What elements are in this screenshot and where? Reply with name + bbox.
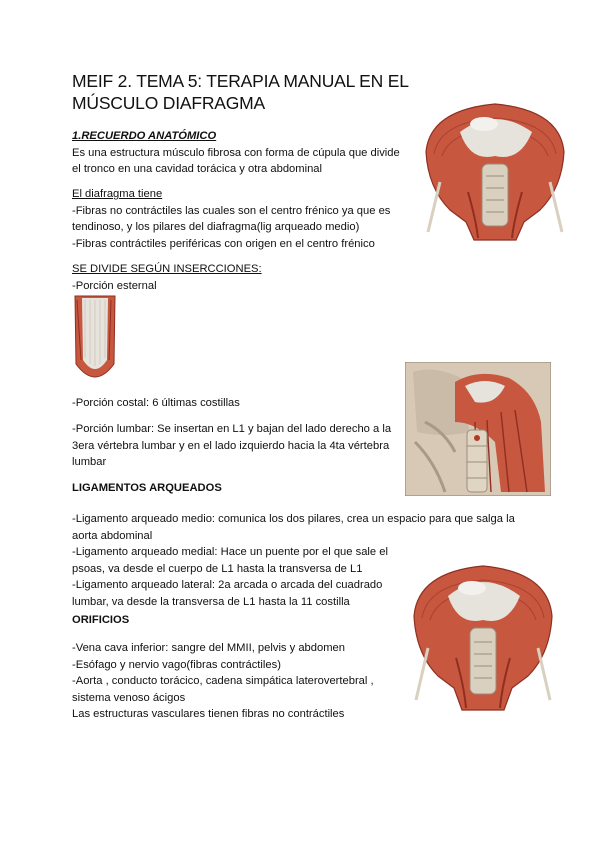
lumbar-portion-illustration <box>405 362 551 496</box>
ligament-line-6: lumbar, va desde la transversa de L1 hasta la 11 costilla <box>72 595 350 608</box>
portion-lumbar-line-1: -Porción lumbar: Se insertan en L1 y bajan del lado derecho a la <box>72 423 392 435</box>
ligament-line-4: psoas, va desde el cuerpo de L1 hasta la transversa de L1 <box>72 562 363 575</box>
diaphragm-bottom-illustration <box>408 554 558 712</box>
portion-costal: -Porción costal: 6 últimas costillas <box>72 397 240 409</box>
section-orifices <box>72 612 412 629</box>
page-title <box>72 70 432 114</box>
section-fibers-line-1: -Fibras no contráctiles las cuales son el centro frénico ya que es <box>72 204 391 217</box>
sternal-portion-illustration <box>72 294 118 386</box>
ligament-line-3: -Ligamento arqueado medial: Hace un puente por el que sale el <box>72 546 388 558</box>
section-insertions <box>72 261 412 294</box>
title-line-1: MEIF 2. TEMA 5: TERAPIA MANUAL EN EL <box>72 71 409 91</box>
portion-lumbar-line-3: lumbar <box>72 456 107 468</box>
ligament-line-1: -Ligamento arqueado medio: comunica los dos pilares, crea un espacio para que salga la <box>72 513 515 525</box>
section-fibers-line-2: tendinoso, y los pilares del diafragma(lig arqueado medio) <box>72 221 360 233</box>
section-fibers <box>72 186 412 252</box>
orifice-line-2: -Esófago y nervio vago(fibras contráctiles) <box>72 658 281 671</box>
section-anatomy-line-2: el tronco en una cavidad torácica y otra abdominal <box>72 163 323 175</box>
portion-esternal: -Porción esternal <box>72 279 157 292</box>
portion-lumbar-line-2: 3era vértebra lumbar y en el lado izquierdo hacia la 4ta vértebra <box>72 439 390 452</box>
section-insertions-heading: SE DIVIDE SEGÚN INSERCCIONES: <box>72 263 262 275</box>
ligament-line-5: -Ligamento arqueado lateral: 2a arcada o arcada del cuadrado <box>72 579 383 591</box>
section-orifices-body <box>72 640 412 723</box>
title-line-2: MÚSCULO DIAFRAGMA <box>72 93 266 113</box>
section-anatomy-line-1: Es una estructura músculo fibrosa con forma de cúpula que divide <box>72 146 400 159</box>
diaphragm-top-illustration <box>420 92 570 242</box>
section-anatomy-heading: 1.RECUERDO ANATÓMICO <box>72 130 217 142</box>
orifice-line-4: sistema venoso ácigos <box>72 691 186 704</box>
orifice-line-5: Las estructuras vasculares tienen fibras no contráctiles <box>72 708 345 720</box>
section-orifices-heading: ORIFICIOS <box>72 614 130 626</box>
section-ligaments-heading: LIGAMENTOS ARQUEADOS <box>72 482 222 494</box>
section-fibers-line-3: -Fibras contráctiles periféricas con origen en el centro frénico <box>72 237 375 250</box>
portion-costal-block <box>72 395 412 412</box>
ligament-line-2: aorta abdominal <box>72 529 153 542</box>
section-fibers-heading: El diafragma tiene <box>72 188 163 200</box>
orifice-line-1: -Vena cava inferior: sangre del MMII, pelvis y abdomen <box>72 642 345 654</box>
section-anatomy <box>72 128 412 178</box>
orifice-line-3: -Aorta , conducto torácico, cadena simpática laterovertebral , <box>72 675 374 687</box>
portion-lumbar-block <box>72 421 402 471</box>
